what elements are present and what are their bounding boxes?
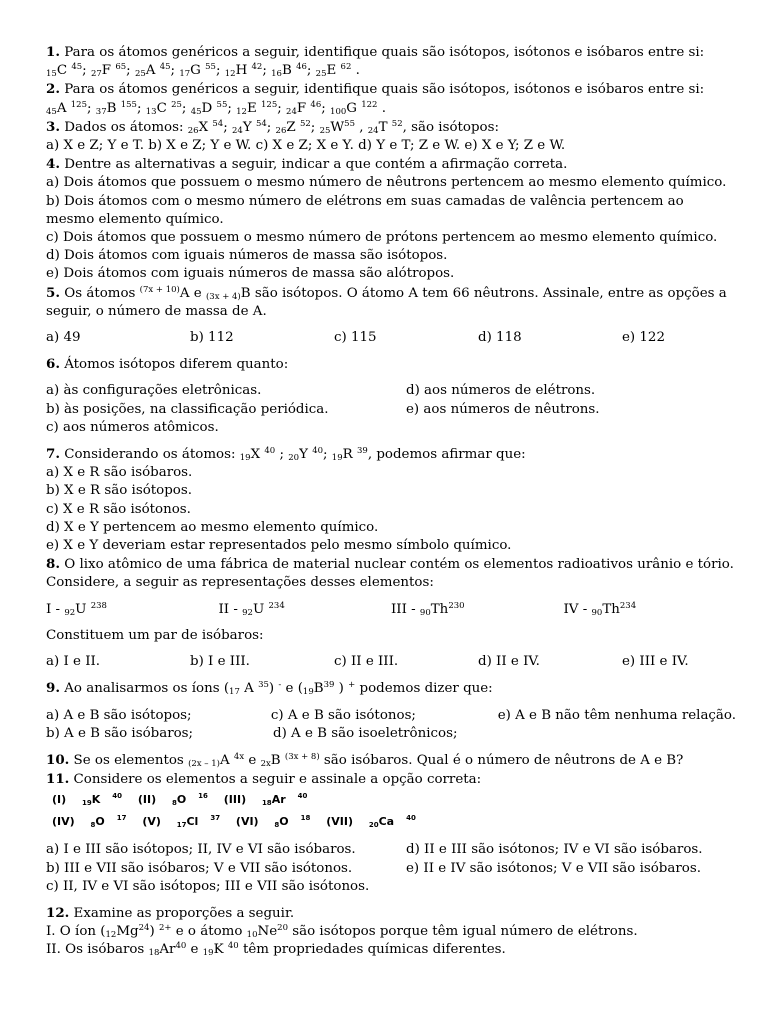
question-text: Para os átomos genéricos a seguir, identifique quais são isótopos, isótonos e isóbaros entre si: xyxy=(59,45,705,60)
question-number: 8. xyxy=(46,556,60,573)
element-list-row xyxy=(46,789,736,811)
answer-option: b) 112 xyxy=(190,330,234,346)
atom: $_{100}$G $^{122}$ . xyxy=(330,99,386,117)
question-2 xyxy=(46,80,736,99)
question-number: 3. xyxy=(46,118,60,135)
element: (V) $_{17}$Cl $^{37}$ xyxy=(142,814,221,830)
question-number: 9. xyxy=(46,680,60,697)
representation: I - $_{92}$U $^{238}$ xyxy=(46,600,107,618)
question-number: 4. xyxy=(46,156,60,173)
answer-row xyxy=(46,841,736,859)
question-10: 10. Se os elementos $_{(2x - 1)}$A $^{4x}$ e $_{2x}$B $^{(3x + 8)}$ são isóbaros. Qual é o número de nêutrons de A e B? xyxy=(46,751,684,769)
question-number: 2. xyxy=(46,81,60,98)
answer-option: a) X e R são isóbaros. xyxy=(46,465,193,481)
question-3: 3. Dados os átomos: $_{26}$X $^{54}$; $_{24}$Y $^{54}$; $_{26}$Z $^{52}$; $_{25}W^{55}$ , $_{24}$T $^{52}$, são isótopos: xyxy=(46,118,499,136)
answer-option: a) às configurações eletrônicas. xyxy=(46,383,262,399)
question-number: 5. xyxy=(46,284,60,301)
atom-list xyxy=(46,62,736,80)
proposition-1: I. O íon $(_{12}Mg^{24})$ $^{2+}$ e o átomo $_{10}Ne^{20}$ são isótopos porque têm igual número de elétrons. xyxy=(46,923,638,941)
answer-option: c) 115 xyxy=(334,330,377,346)
answer-option: b) às posições, na classificação periódica. xyxy=(46,401,329,417)
answer-option: c) aos números atômicos. xyxy=(46,419,219,435)
atom-list xyxy=(46,100,736,118)
element: (VI) $_8$O $^{18}$ xyxy=(235,814,311,830)
question-prompt: Constituem um par de isóbaros: xyxy=(46,627,264,643)
question-number: 11. xyxy=(46,771,70,788)
answer-option: d) II e III são isótonos; IV e VI são isóbaros. xyxy=(406,842,703,858)
question-number: 1. xyxy=(46,44,60,60)
answer-option: d) Dois átomos com iguais números de massa são isótopos. xyxy=(46,248,448,264)
question-1 xyxy=(46,43,736,62)
answer-options: a) X e Z; Y e T. b) X e Z; Y e W. c) X e Z; X e Y. d) Y e T; Z e W. e) X e Y; Z e W. xyxy=(46,138,566,154)
answer-option: b) A e B são isóbaros; xyxy=(46,725,194,741)
answer-options xyxy=(46,653,736,671)
question-number: 12. xyxy=(46,904,70,921)
atom: $_{19}$X $^{40}$ ; xyxy=(239,446,289,464)
atom: $_{24}$F $^{46}$; xyxy=(286,99,331,117)
question-4: 4. Dentre as alternativas a seguir, indicar a que contém a afirmação correta. xyxy=(46,156,568,173)
answer-option: c) Dois átomos que possuem o mesmo número de prótons pertencem ao mesmo elemento químico. xyxy=(46,230,718,246)
atom: $_{12}$H $^{42}$; xyxy=(224,62,272,80)
element-list-row xyxy=(46,811,736,833)
representation: II - $_{92}$U $^{234}$ xyxy=(218,600,285,618)
answer-option: a) I e III são isótopos; II, IV e VI são isóbaros. xyxy=(46,842,356,858)
representation: IV - $_{90}Th^{234}$ xyxy=(563,600,637,618)
atom: $_{19}$R $^{39}$ xyxy=(331,446,368,464)
answer-option: e) A e B não têm nenhuma relação. xyxy=(497,707,736,723)
answer-option: e) III e IV. xyxy=(622,654,689,670)
question-number: 7. xyxy=(46,446,60,463)
atom: $_{45}$D $^{55}$; xyxy=(190,99,237,117)
question-12: 12. Examine as proporções a seguir. xyxy=(46,904,295,921)
answer-option: e) 122 xyxy=(622,330,665,346)
element: (I) $_{19}$K $^{40}$ xyxy=(52,792,123,808)
answer-row xyxy=(46,725,736,743)
answer-option: a) I e II. xyxy=(46,654,101,670)
answer-option: c) X e R são isótonos. xyxy=(46,501,191,517)
answer-row xyxy=(46,860,736,878)
answer-option: c) II e III. xyxy=(334,654,399,670)
element: (II) $_8$O $^{16}$ xyxy=(137,792,208,808)
answer-option: e) Dois átomos com iguais números de massa são alótropos. xyxy=(46,266,455,282)
element: (IV) $_8$O $^{17}$ xyxy=(52,814,127,830)
question-7: 7. Considerando os átomos: $_{19}$X $^{40}$ ; $_{20}$Y $^{40}$; $_{19}$R $^{39}$, podemos afirmar que: xyxy=(46,446,526,464)
atom: $_{27}$F $^{65}$; xyxy=(90,62,135,80)
atom: $_{15}$C $^{45}$; xyxy=(46,62,91,80)
answer-row xyxy=(46,707,736,725)
atom: $_{13}$C $^{25}$; xyxy=(145,99,191,117)
answer-option: b) III e VII são isóbaros; V e VII são isótonos. xyxy=(46,860,353,876)
atom: $_{12}$E $^{125}$; xyxy=(236,99,287,117)
answer-option: e) X e Y deveriam estar representados pelo mesmo símbolo químico. xyxy=(46,538,512,554)
element: (III) $_{18}$Ar $^{40}$ xyxy=(223,792,308,808)
isotope-representations xyxy=(46,601,736,619)
question-number: 10. xyxy=(46,751,70,768)
answer-options xyxy=(46,329,736,347)
question-11: 11. Considere os elementos a seguir e assinale a opção correta: xyxy=(46,771,482,788)
answer-option: d) X e Y pertencem ao mesmo elemento químico. xyxy=(46,519,379,535)
answer-option: d) aos números de elétrons. xyxy=(406,383,596,399)
exercise-sheet xyxy=(46,43,736,960)
atom: $_{17}$G $^{55}$; xyxy=(179,62,225,80)
atom: $_{16}$B $^{46}$; xyxy=(271,62,316,80)
question-9: 9. Ao analisarmos os íons ($_{17}$ A $^{35}$) - e ($_{19}B^{39}$ ) + podemos dizer que: xyxy=(46,680,493,698)
question-5: 5. Os átomos $^{(7x + 10)}$A e $_{(3x + 4)}$B são isótopos. O átomo A tem 66 nêutrons. Assinale, entre as opções a seguir, o número de massa de A. xyxy=(46,284,727,319)
answer-option: d) II e IV. xyxy=(478,654,540,670)
answer-option: a) 49 xyxy=(46,330,81,346)
atom: $_{26}$X $^{54}$; xyxy=(187,118,232,136)
answer-option: b) X e R são isótopos. xyxy=(46,483,192,499)
atom: $_{26}$Z $^{52}$; xyxy=(275,118,320,136)
question-text: Para os átomos genéricos a seguir, identifique quais são isótopos, isótonos e isóbaros entre si: xyxy=(59,82,705,98)
answer-option: c) II, IV e VI são isótopos; III e VII são isótonos. xyxy=(46,878,370,894)
answer-option: a) Dois átomos que possuem o mesmo número de nêutrons pertencem ao mesmo elemento químico. xyxy=(46,175,727,191)
answer-option: c) A e B são isótonos; xyxy=(270,707,416,723)
answer-option: d) 118 xyxy=(478,330,522,346)
representation: III - $_{90}Th^{230}$ xyxy=(391,600,465,618)
atom: $_{45}$A $^{125}$; xyxy=(46,99,96,117)
question-8: 8. O lixo atômico de uma fábrica de material nuclear contém os elementos radioativos urânio e tório. Considere, a seguir as representações desses elementos: xyxy=(46,556,734,591)
answer-option: e) aos números de nêutrons. xyxy=(406,401,600,417)
proposition-2: II. Os isóbaros $_{18}Ar^{40}$ e $_{19}$K $^{40}$ têm propriedades químicas diferentes. xyxy=(46,941,506,959)
answer-row xyxy=(46,401,736,419)
question-6: 6. Átomos isótopos diferem quanto: xyxy=(46,356,289,373)
answer-option: d) A e B são isoeletrônicos; xyxy=(273,725,458,741)
atom: $_{25}$E $^{62}$ . xyxy=(315,62,360,80)
atom: $_{25}$A $^{45}$; xyxy=(134,62,180,80)
atom: $_{24}$Y $^{54}$; xyxy=(232,118,276,136)
answer-option: b) Dois átomos com o mesmo número de elétrons em suas camadas de valência pertencem ao mesmo elemento químico. xyxy=(46,193,684,227)
answer-option: b) I e III. xyxy=(190,654,250,670)
element: (VII) $_{20}$Ca $^{40}$ xyxy=(326,814,416,830)
answer-option: e) II e IV são isótonos; V e VII são isóbaros. xyxy=(406,860,701,876)
answer-row xyxy=(46,382,736,400)
atom: $_{25}W^{55}$ , xyxy=(319,118,368,136)
answer-option: a) A e B são isótopos; xyxy=(46,707,192,723)
question-number: 6. xyxy=(46,356,60,373)
atom: $_{37}$B $^{155}$; xyxy=(95,99,146,117)
atom: $_{24}$T $^{52}$ xyxy=(367,118,403,136)
atom: $_{20}$Y $^{40}$; xyxy=(288,446,332,464)
